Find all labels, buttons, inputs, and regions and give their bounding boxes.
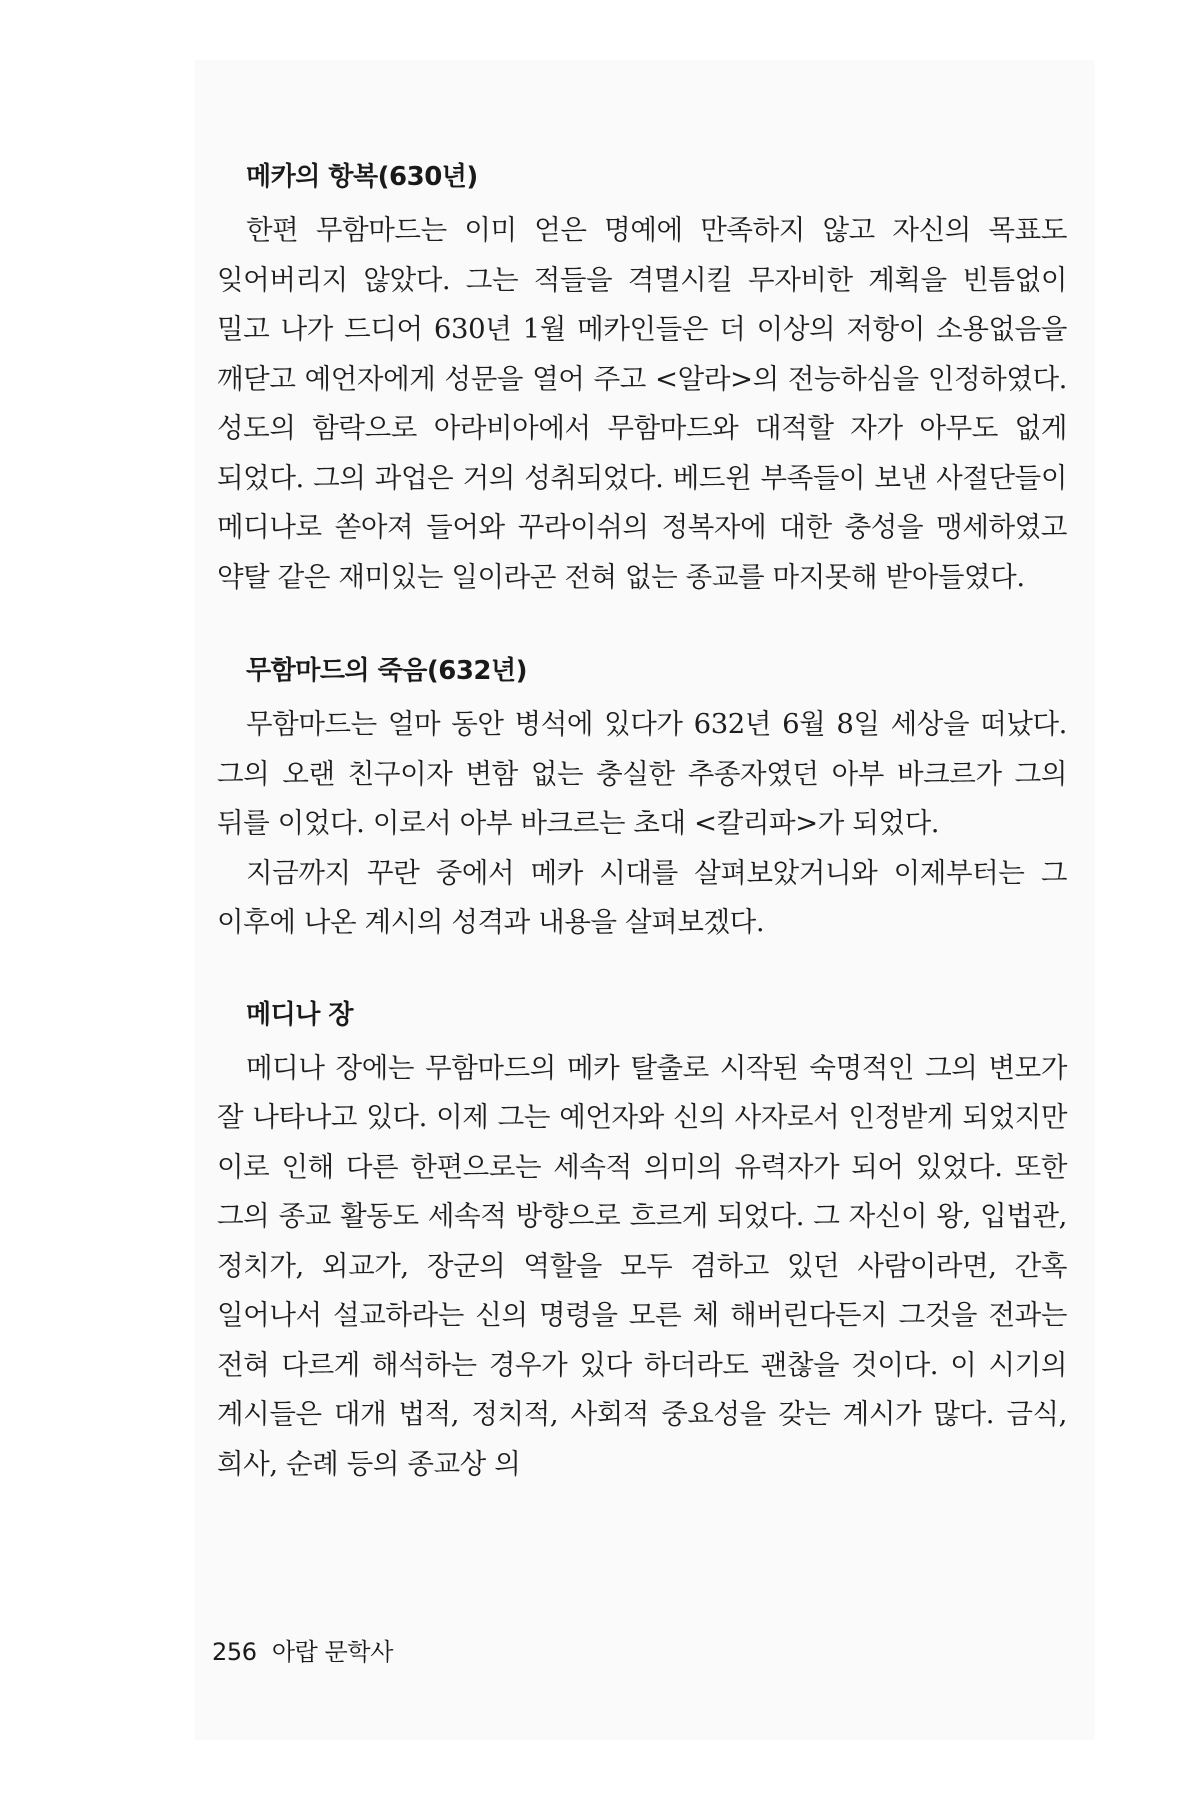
body-paragraph: 무함마드는 얼마 동안 병석에 있다가 632년 6월 8일 세상을 떠났다. 그의 오랜 친구이자 변함 없는 충실한 추종자였던 아부 바크르가 그의 뒤를 이었다. 이로서 아부 바크르는 초대 <칼리파>가 되었다. xyxy=(217,708,1067,839)
page-body xyxy=(217,160,1067,1489)
page-number: 256 xyxy=(212,1638,257,1666)
page-footer xyxy=(212,1632,393,1667)
running-title: 아랍 문학사 xyxy=(271,1638,393,1666)
body-paragraph: 지금까지 꾸란 중에서 메카 시대를 살펴보았거니와 이제부터는 그 이후에 나온 계시의 성격과 내용을 살펴보겠다. xyxy=(217,856,1067,938)
section-heading: 무함마드의 죽음(632년) xyxy=(246,656,528,686)
section-death-of-muhammad xyxy=(217,654,1067,948)
body-paragraph: 한편 무함마드는 이미 얻은 명예에 만족하지 않고 자신의 목표도 잊어버리지 않았다. 그는 적들을 격멸시킬 무자비한 계획을 빈틈없이 밀고 나가 드디어 630년 1월 메카인들은 더 이상의 저항이 소용없음을 깨닫고 예언자에게 성문을 열어 주고 <알라>의 전능하심을 인정하였다. 성도의 함락으로 아라비아에서 무함마드와 대적할 자가 아무도 없게 되었다. 그의 과업은 거의 성취되었다. 베드윈 부족들이 보낸 사절단들이 메디나로 쏟아져 들어와 꾸라이쉬의 정복자에 대한 충성을 맹세하였고 약탈 같은 재미있는 일이라곤 전혀 없는 종교를 마지못해 받아들였다. xyxy=(217,214,1067,593)
section-surrender-of-mecca xyxy=(217,160,1067,602)
section-heading: 메카의 항복(630년) xyxy=(246,162,478,192)
section-heading: 메디나 장 xyxy=(246,999,354,1030)
body-paragraph: 메디나 장에는 무함마드의 메카 탈출로 시작된 숙명적인 그의 변모가 잘 나타나고 있다. 이제 그는 예언자와 신의 사자로서 인정받게 되었지만 이로 인해 다른 한편으로는 세속적 의미의 유력자가 되어 있었다. 또한 그의 종교 활동도 세속적 방향으로 흐르게 되었다. 그 자신이 왕, 입법관, 정치가, 외교가, 장군의 역할을 모두 겸하고 있던 사람이라면, 간혹 일어나서 설교하라는 신의 명령을 모른 체 해버린다든지 그것을 전과는 전혀 다르게 해석하는 경우가 있다 하더라도 괜찮을 것이다. 이 시기의 계시들은 대개 법적, 정치적, 사회적 중요성을 갖는 계시가 많다. 금식, 희사, 순례 등의 종교상 의 xyxy=(217,1051,1067,1480)
section-medina-chapters xyxy=(217,998,1067,1490)
